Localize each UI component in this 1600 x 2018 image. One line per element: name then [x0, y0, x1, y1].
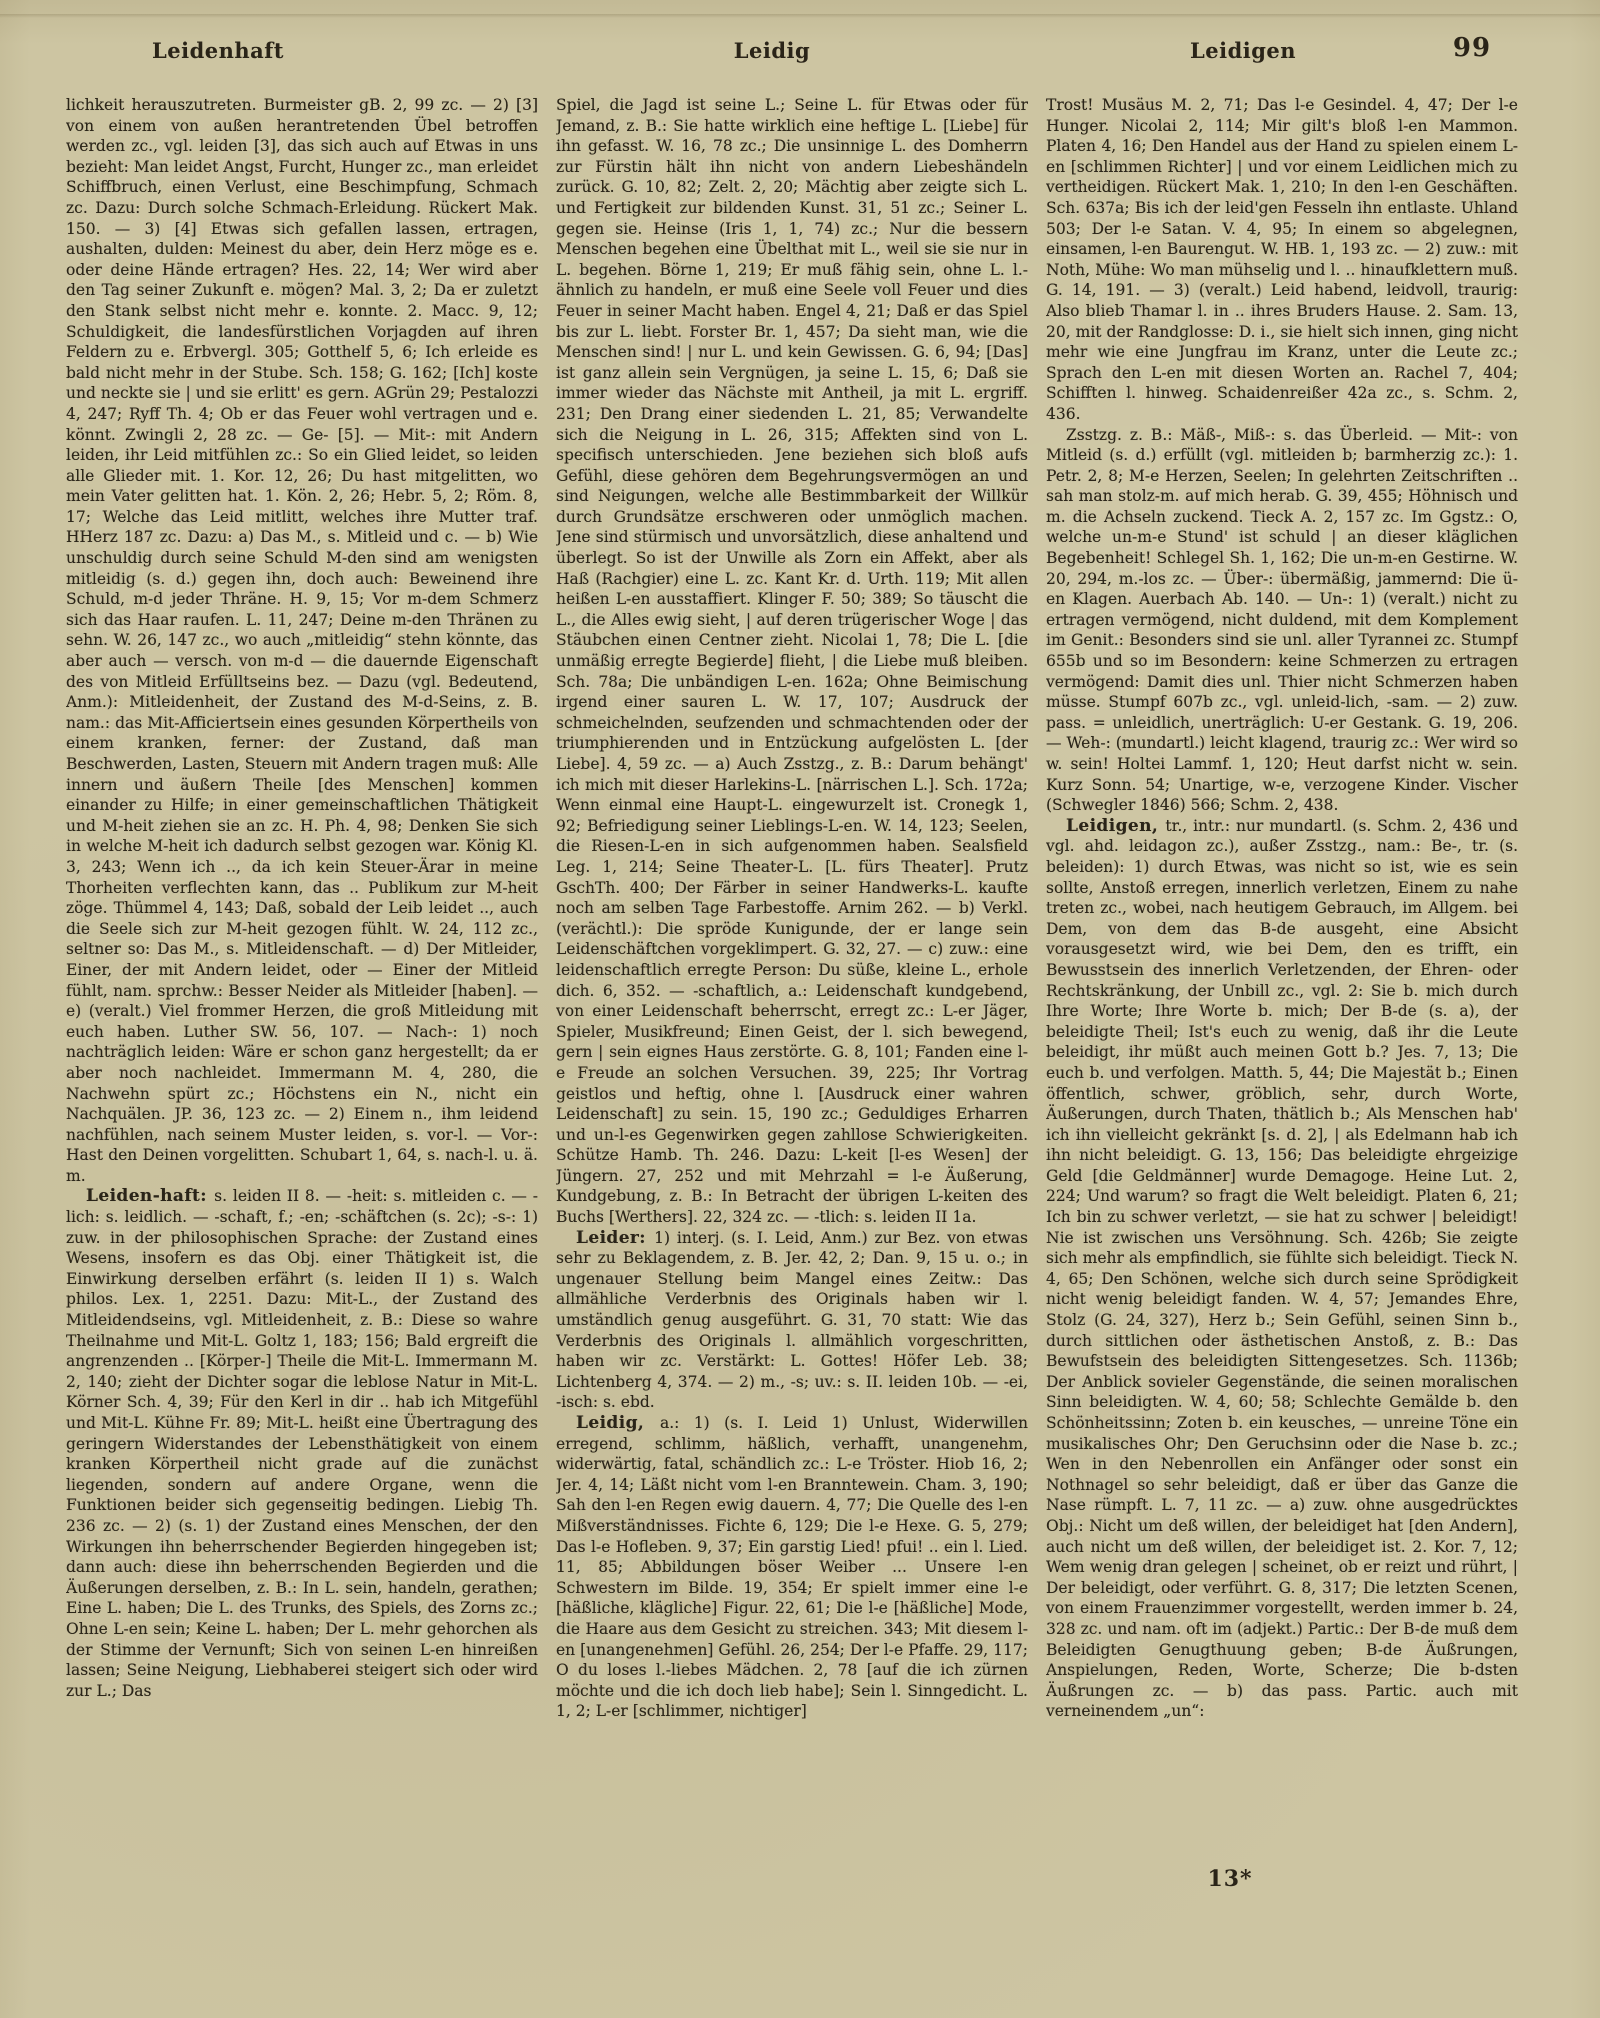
paragraph-text: Trost! Musäus M. 2, 71; Das l-e Gesindel. 4, 47; Der l-e Hunger. Nicolai 2, 114; Mir gilt's bloß l-en Mammon. Platen 4, 16; Den Handel aus der Hand zu spielen einem L-en [schlimmen Richter] | und vor einem Leidlichen mich zu vertheidigen. Rückert Mak. 1, 210; In den l-en Geschäften. Sch. 637a; Bis ich der leid'gen Fesseln ihn entlaste. Uhland 503; Der l-e Satan. V. 4, 95; In einem so abgelegnen, einsamen, l-en Baurengut. W. HB. 1, 193 zc. — 2) zuw.: mit Noth, Mühe: Wo man mühselig und l. .. hinaufklettern muß. G. 14, 191. — 3) (veralt.) Leid habend, leidvoll, traurig: Also blieb Thamar l. in .. ihres Bruders Hause. 2. Sam. 13, 20, mit der Randglosse: D. i., sie hielt sich innen, ging nicht mehr wie eine Jungfrau im Kranz, unter die Leute zc.; Sprach den L-en mit diesen Worten an. Rachel 7, 404; Schifften l. hinweg. Schaidenreißer 42a zc., s. Schm. 2, 436.: [1046, 96, 1518, 423]
entry-paragraph-leider: [556, 1228, 1028, 1413]
text-column-2: [556, 95, 1028, 1895]
running-head-right: Leidigen: [1189, 38, 1297, 63]
entry-headword: Leiden-haft:: [86, 1186, 215, 1207]
text-column-3: [1046, 95, 1518, 1895]
entry-headword: Leidigen,: [1066, 815, 1166, 836]
continuation-paragraph: [556, 95, 1028, 1228]
running-head-center: Leidig: [733, 38, 811, 63]
page-number: 99: [1452, 33, 1492, 63]
entry-paragraph-leidig: [556, 1413, 1028, 1722]
sheet-signature-mark: 13*: [1207, 1866, 1253, 1892]
paragraph-text: a.: 1) (s. I. Leid 1) Unlust, Widerwillen erregend, schlimm, häßlich, verhafft, unangenehm, widerwärtig, fatal, schändlich zc.: L-e Tröster. Hiob 16, 2; Jer. 4, 14; Läßt nicht vom l-en Branntewein. Cham. 3, 190; Sah den l-en Regen ewig dauern. 4, 77; Die Quelle des l-en Mißverständnisses. Fichte 6, 129; Die l-e Hexe. G. 5, 279; Das l-e Hofleben. 9, 37; Ein garstig Lied! pfui! .. ein l. Lied. 11, 85; Abbildungen böser Weiber ... Unsere l-en Schwestern im Bilde. 19, 354; Er spielt immer eine l-e [häßliche, klägliche] Figur. 22, 61; Die l-e [häßliche] Mode, die Haare aus dem Gesicht zu streichen. 343; Mit diesem l-en [unangenehmen] Gefühl. 26, 254; Der l-e Pfaffe. 29, 117; O du loses l.-liebes Mädchen. 2, 78 [auf die ich zürnen möchte und die ich doch lieb habe]; Sein l. Sinngedicht. L. 1, 2; L-er [schlimmer, nichtiger]: [556, 1414, 1028, 1721]
entry-headword: Leidig,: [576, 1413, 660, 1433]
continuation-paragraph: [1046, 95, 1518, 425]
paragraph-text: Spiel, die Jagd ist seine L.; Seine L. für Etwas oder für Jemand, z. B.: Sie hatte wirklich eine heftige L. [Liebe] für ihn gefasst. W. 16, 78 zc.; Die unsinnige L. des Domherrn zur Fürstin hält ihn nicht von andern Liebeshändeln zurück. G. 10, 82; Zelt. 2, 20; Mächtig aber zeigte sich L. und Fertigkeit zur bildenden Kunst. 31, 51 zc.; Seiner L. gegen sie. Heinse (Iris 1, 1, 74) zc.; Nur die bessern Menschen begehen eine Übelthat mit L., weil sie sie nur in L. begehen. Börne 1, 219; Er muß fähig sein, ohne L. l.-ähnlich zu handeln, er muß eine Seele voll Feuer und dies Feuer in seiner Macht haben. Engel 4, 21; Daß er das Spiel bis zur L. liebt. Forster Br. 1, 457; Da sieht man, wie die Menschen sind! | nur L. und kein Gewissen. G. 6, 94; [Das] ist ganz allein sein Vergnügen, ja seine L. 15, 6; Daß sie immer wieder das Nächste mit Antheil, ja mit L. ergriff. 231; Den Drang einer siedenden L. 21, 85; Verwandelte sich die Neigung in L. 26, 315; Affekten sind von L. specifisch unterschieden. Jene beziehen sich bloß aufs Gefühl, diese gehören dem Begehrungsvermögen an und sind Neigungen, welche alle Bestimmbarkeit der Willkür durch Grundsätze erschweren oder unmöglich machen. Jene sind stürmisch und unvorsätzlich, diese anhaltend und überlegt. So ist der Unwille als Zorn ein Affekt, aber als Haß (Rachgier) eine L. zc. Kant Kr. d. Urth. 119; Mit allen heißen L-en ausstaffiert. Klinger F. 50; 389; So täuscht die L., die Alles ewig sieht, | auf deren trügerischer Woge | das Stäubchen einen Centner zieht. Nicolai 1, 78; Die L. [die unmäßig erregte Begierde] flieht, | die Liebe muß bleiben. Sch. 78a; Die unbändigen L-en. 162a; Ohne Beimischung irgend einer sauren L. W. 17, 107; Ausdruck der schmeichelnden, seufzenden und schmachtenden oder der triumphierenden und in Entzückung aufgelösten L. [der Liebe]. 4, 59 zc. — a) Auch Zsstzg., z. B.: Darum behängt' ich mich mit dieser Harlekins-L. [närrischen L.]. Sch. 172a; Wenn einmal eine Haupt-L. eingewurzelt ist. Cronegk 1, 92; Befriedigung seiner Lieblings-L-en. W. 14, 123; Seelen, die Riesen-L-en in sich aufgenommen haben. Sealsfield Leg. 1, 214; Seine Theater-L. [L. fürs Theater]. Prutz GschTh. 400; Der Färber in seiner Handwerks-L. kaufte noch am selben Tage Farbestoffe. Arnim 262. — b) Verkl. (verächtl.): Die spröde Kunigunde, der er lange sein Leidenschäftchen vorgeklimpert. G. 32, 27. — c) zuw.: eine leidenschaftlich erregte Person: Du süße, kleine L., erhole dich. 6, 352. — -schaftlich, a.: Leidenschaft kundgebend, von einer Leidenschaft beherrscht, erregt zc.: L-er Jäger, Spieler, Musikfreund; Einen Geist, der l. sich bewegend, gern | sein eignes Haus zerstörte. G. 8, 101; Fanden eine l-e Freude an solchen Versuchen. 39, 225; Ihr Vortrag geistlos und heftig, ohne l. [Ausdruck einer wahren Leidenschaft] zu sein. 15, 190 zc.; Geduldiges Erharren und un-l-es Gegenwirken gegen zahllose Schwierigkeiten. Schütze Hamb. Th. 246. Dazu: L-keit [l-es Wesen] der Jüngern. 27, 252 und mit Mehrzahl = l-e Äußerung, Kundgebung, z. B.: In Betracht der übrigen L-keiten des Buchs [Werthers]. 22, 324 zc. — -tlich: s. leiden II 1a.: [556, 96, 1028, 1227]
continuation-paragraph: [66, 95, 538, 1186]
paper-fold-line: [0, 14, 1600, 18]
paragraph-text: s. leiden II 8. — -heit: s. mitleiden c. — -lich: s. leidlich. — -schaft, f.; -en; -schäftchen (s. 2c); -s-: 1) zuw. in der philosophischen Sprache: der Zustand eines Wesens, insofern es das Obj. einer Thätigkeit ist, die Einwirkung derselben erfährt (s. leiden II 1) s. Walch philos. Lex. 1, 2251. Dazu: Mit-L., der Zustand des Mitleidendseins, vgl. Mitleidenheit, z. B.: Diese so wahre Theilnahme und Mit-L. Goltz 1, 183; 156; Bald ergreift die angrenzenden .. [Körper-] Theile die Mit-L. Immermann M. 2, 140; zieht der Dichter sogar die leblose Natur in Mit-L. Körner Sch. 4, 39; Für den Kerl in dir .. hab ich Mitgefühl und Mit-L. Kühne Fr. 89; Mit-L. heißt eine Übertragung des geringern Widerstandes der Lebensthätigkeit von einem kranken Körpertheil nicht grade auf die zunächst liegenden, sondern auf andere Organe, wenn die Funktionen beider sich gegenseitig bedingen. Liebig Th. 236 zc. — 2) (s. 1) der Zustand eines Menschen, der den Wirkungen ihn beherrschender Begierden hingegeben ist; dann auch: diese ihn beherrschenden Begierden und die Äußerungen derselben, z. B.: In L. sein, handeln, gerathen; Eine L. haben; Die L. des Trunks, des Spiels, des Zorns zc.; Ohne L-en sein; Keine L. haben; Der L. mehr gehorchen als der Stimme der Vernunft; Sich von seinen L-en hinreißen lassen; Seine Neigung, Liebhaberei steigert sich oder wird zur L.; Das: [66, 1187, 538, 1700]
text-column-1: [66, 95, 538, 1895]
zusammensetzung-paragraph: [1046, 425, 1518, 816]
entry-paragraph-leidigen: [1046, 816, 1518, 1722]
paragraph-text: tr., intr.: nur mundartl. (s. Schm. 2, 436 und vgl. ahd. leidagon zc.), außer Zsstzg., nam.: Be-, tr. (s. beleiden): 1) durch Etwas, was nicht so ist, wie es sein sollte, Anstoß erregen, innerlich verletzen, Einem zu nahe treten zc., wobei, nach heutigem Gebrauch, im Allgem. bei Dem, von dem das B-de ausgeht, eine Absicht vorausgesetzt wird, wie bei Dem, den es trifft, ein Bewusstsein des innerlich Verletzenden, der Ehren- oder Rechtskränkung, der Unbill zc., vgl. 2: Sie b. mich durch Ihre Worte; Ihre Worte b. mich; Der B-de (s. a), der beleidigte Theil; Ist's euch zu wenig, daß ihr die Leute beleidigt, ihr müßt auch meinen Gott b.? Jes. 7, 13; Die euch b. und verfolgen. Matth. 5, 44; Die Majestät b.; Einen öffentlich, schwer, gröblich, sehr, durch Worte, Äußerungen, durch Thaten, thätlich b.; Als Menschen hab' ich ihn vielleicht gekränkt [s. d. 2], | als Edelmann hab ich ihn nicht beleidigt. G. 13, 156; Das beleidigte ehrgeizige Geld [die Geldmänner] wurde Demagoge. Heine Lut. 2, 224; Und warum? so fragt die Welt beleidigt. Platen 6, 21; Ich bin zu schwer verletzt, — sie hat zu schwer | beleidigt! Nie ist zwischen uns Versöhnung. Sch. 426b; Sie zeigte sich mehr als empfindlich, sie fühlte sich beleidigt. Tieck N. 4, 65; Den Schönen, welche sich durch seine Sprödigkeit nicht wenig beleidigt fanden. W. 4, 57; Jemandes Ehre, Stolz (G. 24, 327), Herz b.; Sein Gefühl, seinen Sinn b., durch sittlichen oder ästhetischen Anstoß, z. B.: Das Bewufstsein des beleidigten Sittengesetzes. Sch. 1136b; Der Anblick sovieler Gegenstände, die seinen moralischen Sinn beleidigten. W. 4, 60; 58; Schlechte Gemälde b. den Schönheitssinn; Zoten b. ein keusches, — unreine Töne ein musikalisches Ohr; Den Geruchsinn oder die Nase b. zc.; Wen in den Nebenrollen ein Anfänger oder sonst ein Nothnagel so sehr beleidigt, daß er über das Ganze die Nase rümpft. L. 7, 11 zc. — a) zuw. ohne ausgedrücktes Obj.: Nicht um deß willen, der beleidiget hat [den Andern], auch nicht um deß willen, der beleidiget ist. 2. Kor. 7, 12; Wem wenig dran gelegen | scheinet, ob er reizt und rührt, | Der beleidigt, oder verführt. G. 8, 317; Die letzten Scenen, von einem Frauenzimmer vorgestellt, werden immer b. 24, 328 zc. und nam. oft im (adjekt.) Partic.: Der B-de muß dem Beleidigten Genugthuung geben; B-de Äußrungen, Anspielungen, Reden, Worte, Scherze; Die b-dsten Äußrungen zc. — b) das pass. Partic. auch mit verneinendem „un“:: [1046, 816, 1518, 1721]
running-head-left: Leidenhaft: [151, 38, 285, 63]
paragraph-text: Zsstzg. z. B.: Mäß-, Miß-: s. das Überleid. — Mit-: von Mitleid (s. d.) erfüllt (vgl. mitleiden b; barmherzig zc.): 1. Petr. 2, 8; M-e Herzen, Seelen; In gelehrten Zeitschriften .. sah man stolz-m. auf mich herab. G. 39, 455; Höhnisch und m. die Achseln zuckend. Tieck A. 2, 157 zc. Im Ggstz.: O, welche un-m-e Stund' ist schuld | an dieser kläglichen Begebenheit! Schlegel Sh. 1, 162; Die un-m-en Gestirne. W. 20, 294, m.-los zc. — Über-: übermäßig, jammernd: Die ü-en Klagen. Auerbach Ab. 140. — Un-: 1) (veralt.) nicht zu ertragen vermögend, nicht duldend, mit dem Komplement im Genit.: Besonders sind sie unl. aller Tyrannei zc. Stumpf 655b und so im Besondern: keine Schmerzen zu ertragen vermögend: Damit dies unl. Thier nicht Schmerzen haben müsse. Stumpf 607b zc., vgl. unleid-lich, -sam. — 2) zuw. pass. = unleidlich, unerträglich: U-er Gestank. G. 19, 206. — Weh-: (mundartl.) leicht klagend, traurig zc.: Wer wird so w. sein! Holtei Lammf. 1, 120; Heut darfst nicht w. sein. Kurz Sonn. 54; Unartige, w-e, verzogene Kinder. Vischer (Schwegler 1846) 566; Schm. 2, 438.: [1046, 425, 1518, 815]
paragraph-text: lichkeit herauszutreten. Burmeister gB. 2, 99 zc. — 2) [3] von einem von außen herantretenden Übel betroffen werden zc., vgl. leiden [3], das sich auch auf Etwas in uns bezieht: Man leidet Angst, Furcht, Hunger zc., man erleidet Schiffbruch, einen Verlust, eine Beschimpfung, Schmach zc. Dazu: Durch solche Schmach-Erleidung. Rückert Mak. 150. — 3) [4] Etwas sich gefallen lassen, ertragen, aushalten, dulden: Meinest du aber, dein Herz möge es e. oder deine Hände ertragen? Hes. 22, 14; Wer wird aber den Tag seiner Zukunft e. mögen? Mal. 3, 2; Da er zuletzt den Stank selbst nicht mehr e. konnte. 2. Macc. 9, 12; Schuldigkeit, die landesfürstlichen Vorjagden auf ihren Feldern zu e. Erbvergl. 305; Gotthelf 5, 6; Ich erleide es bald nicht mehr in der Stube. Sch. 158; G. 162; [Ich] koste und neckte sie | und sie erlitt' es gern. AGrün 29; Pestalozzi 4, 247; Ryff Th. 4; Ob er das Feuer wohl vertragen und e. könnt. Zwingli 2, 28 zc. — Ge- [5]. — Mit-: mit Andern leiden, ihr Leid mitfühlen zc.: So ein Glied leidet, so leiden alle Glieder mit. 1. Kor. 12, 26; Du hast mitgelitten, wo mein Vater gelitten hat. 1. Kön. 2, 26; Hebr. 5, 2; Röm. 8, 17; Welche das Leid mitlitt, welches ihre Mutter traf. HHerz 187 zc. Dazu: a) Das M., s. Mitleid und c. — b) Wie unschuldig durch seine Schuld M-den sind am wenigsten mitleidig (s. d.) gegen ihn, doch auch: Beweinend ihre Schuld, m-d jeder Thräne. H. 9, 15; Vor m-dem Schmerz sich das Haar raufen. L. 11, 247; Deine m-den Thränen zu sehn. W. 26, 147 zc., wo auch „mitleidig“ stehn könnte, das aber auch — versch. von m-d — die dauernde Eigenschaft des von Mitleid Erfülltseins bez. — Dazu (vgl. Bedeutend, Anm.): Mitleidenheit, der Zustand des M-d-Seins, z. B. nam.: das Mit-Afficiertsein eines gesunden Körpertheils von einem kranken, ferner: der Zustand, daß man Beschwerden, Lasten, Steuern mit Andern tragen muß: Alle innern und äußern Theile [des Menschen] kommen einander zu Hilfe; in einer gemeinschaftlichen Thätigkeit und M-heit ziehen sie an zc. H. Ph. 4, 98; Denken Sie sich in welche M-heit ich dadurch selbst gezogen war. König Kl. 3, 243; Wenn ich .., da ich kein Steuer-Ärar in meine Thorheiten verflechten kann, das .. Publikum zur M-heit zöge. Thümmel 4, 143; Daß, sobald der Leib leidet .., auch die Seele sich zur M-heit gezogen fühlt. W. 24, 112 zc., seltner so: Das M., s. Mitleidenschaft. — d) Der Mitleider, Einer, der mit Andern leidet, oder — Einer der Mitleid fühlt, nam. sprchw.: Besser Neider als Mitleider [haben]. — e) (veralt.) Viel frommer Herzen, die groß Mitleidung mit euch haben. Luther SW. 56, 107. — Nach-: 1) noch nachträglich leiden: Wäre er schon ganz hergestellt; da er aber noch nachleidet. Immermann M. 4, 280, die Nachwehn spürt zc.; Höchstens ein N., nicht ein Nachquälen. JP. 36, 123 zc. — 2) Einem n., ihm leidend nachfühlen, nach seinem Muster leiden, s. vor-l. — Vor-: Hast den Deinen vorgelitten. Schubart 1, 64, s. nach-l. u. ä. m.: [66, 96, 538, 1185]
paragraph-text: 1) interj. (s. I. Leid, Anm.) zur Bez. von etwas sehr zu Beklagendem, z. B. Jer. 42, 2; Dan. 9, 15 u. o.; in ungenauer Stellung beim Mangel eines Zeitw.: Das allmähliche Verderbnis des Originals haben wir l. umständlich genug ausgeführt. G. 31, 70 statt: Wie das Verderbnis des Originals l. allmählich vorgeschritten, haben wir zc. Verstärkt: L. Gottes! Höfer Leb. 38; Lichtenberg 4, 374. — 2) m., -s; uv.: s. II. leiden 10b. — -ei, -isch: s. ebd.: [556, 1228, 1028, 1412]
entry-headword: Leider:: [576, 1227, 655, 1248]
entry-paragraph-leidenhaft: [66, 1186, 538, 1701]
